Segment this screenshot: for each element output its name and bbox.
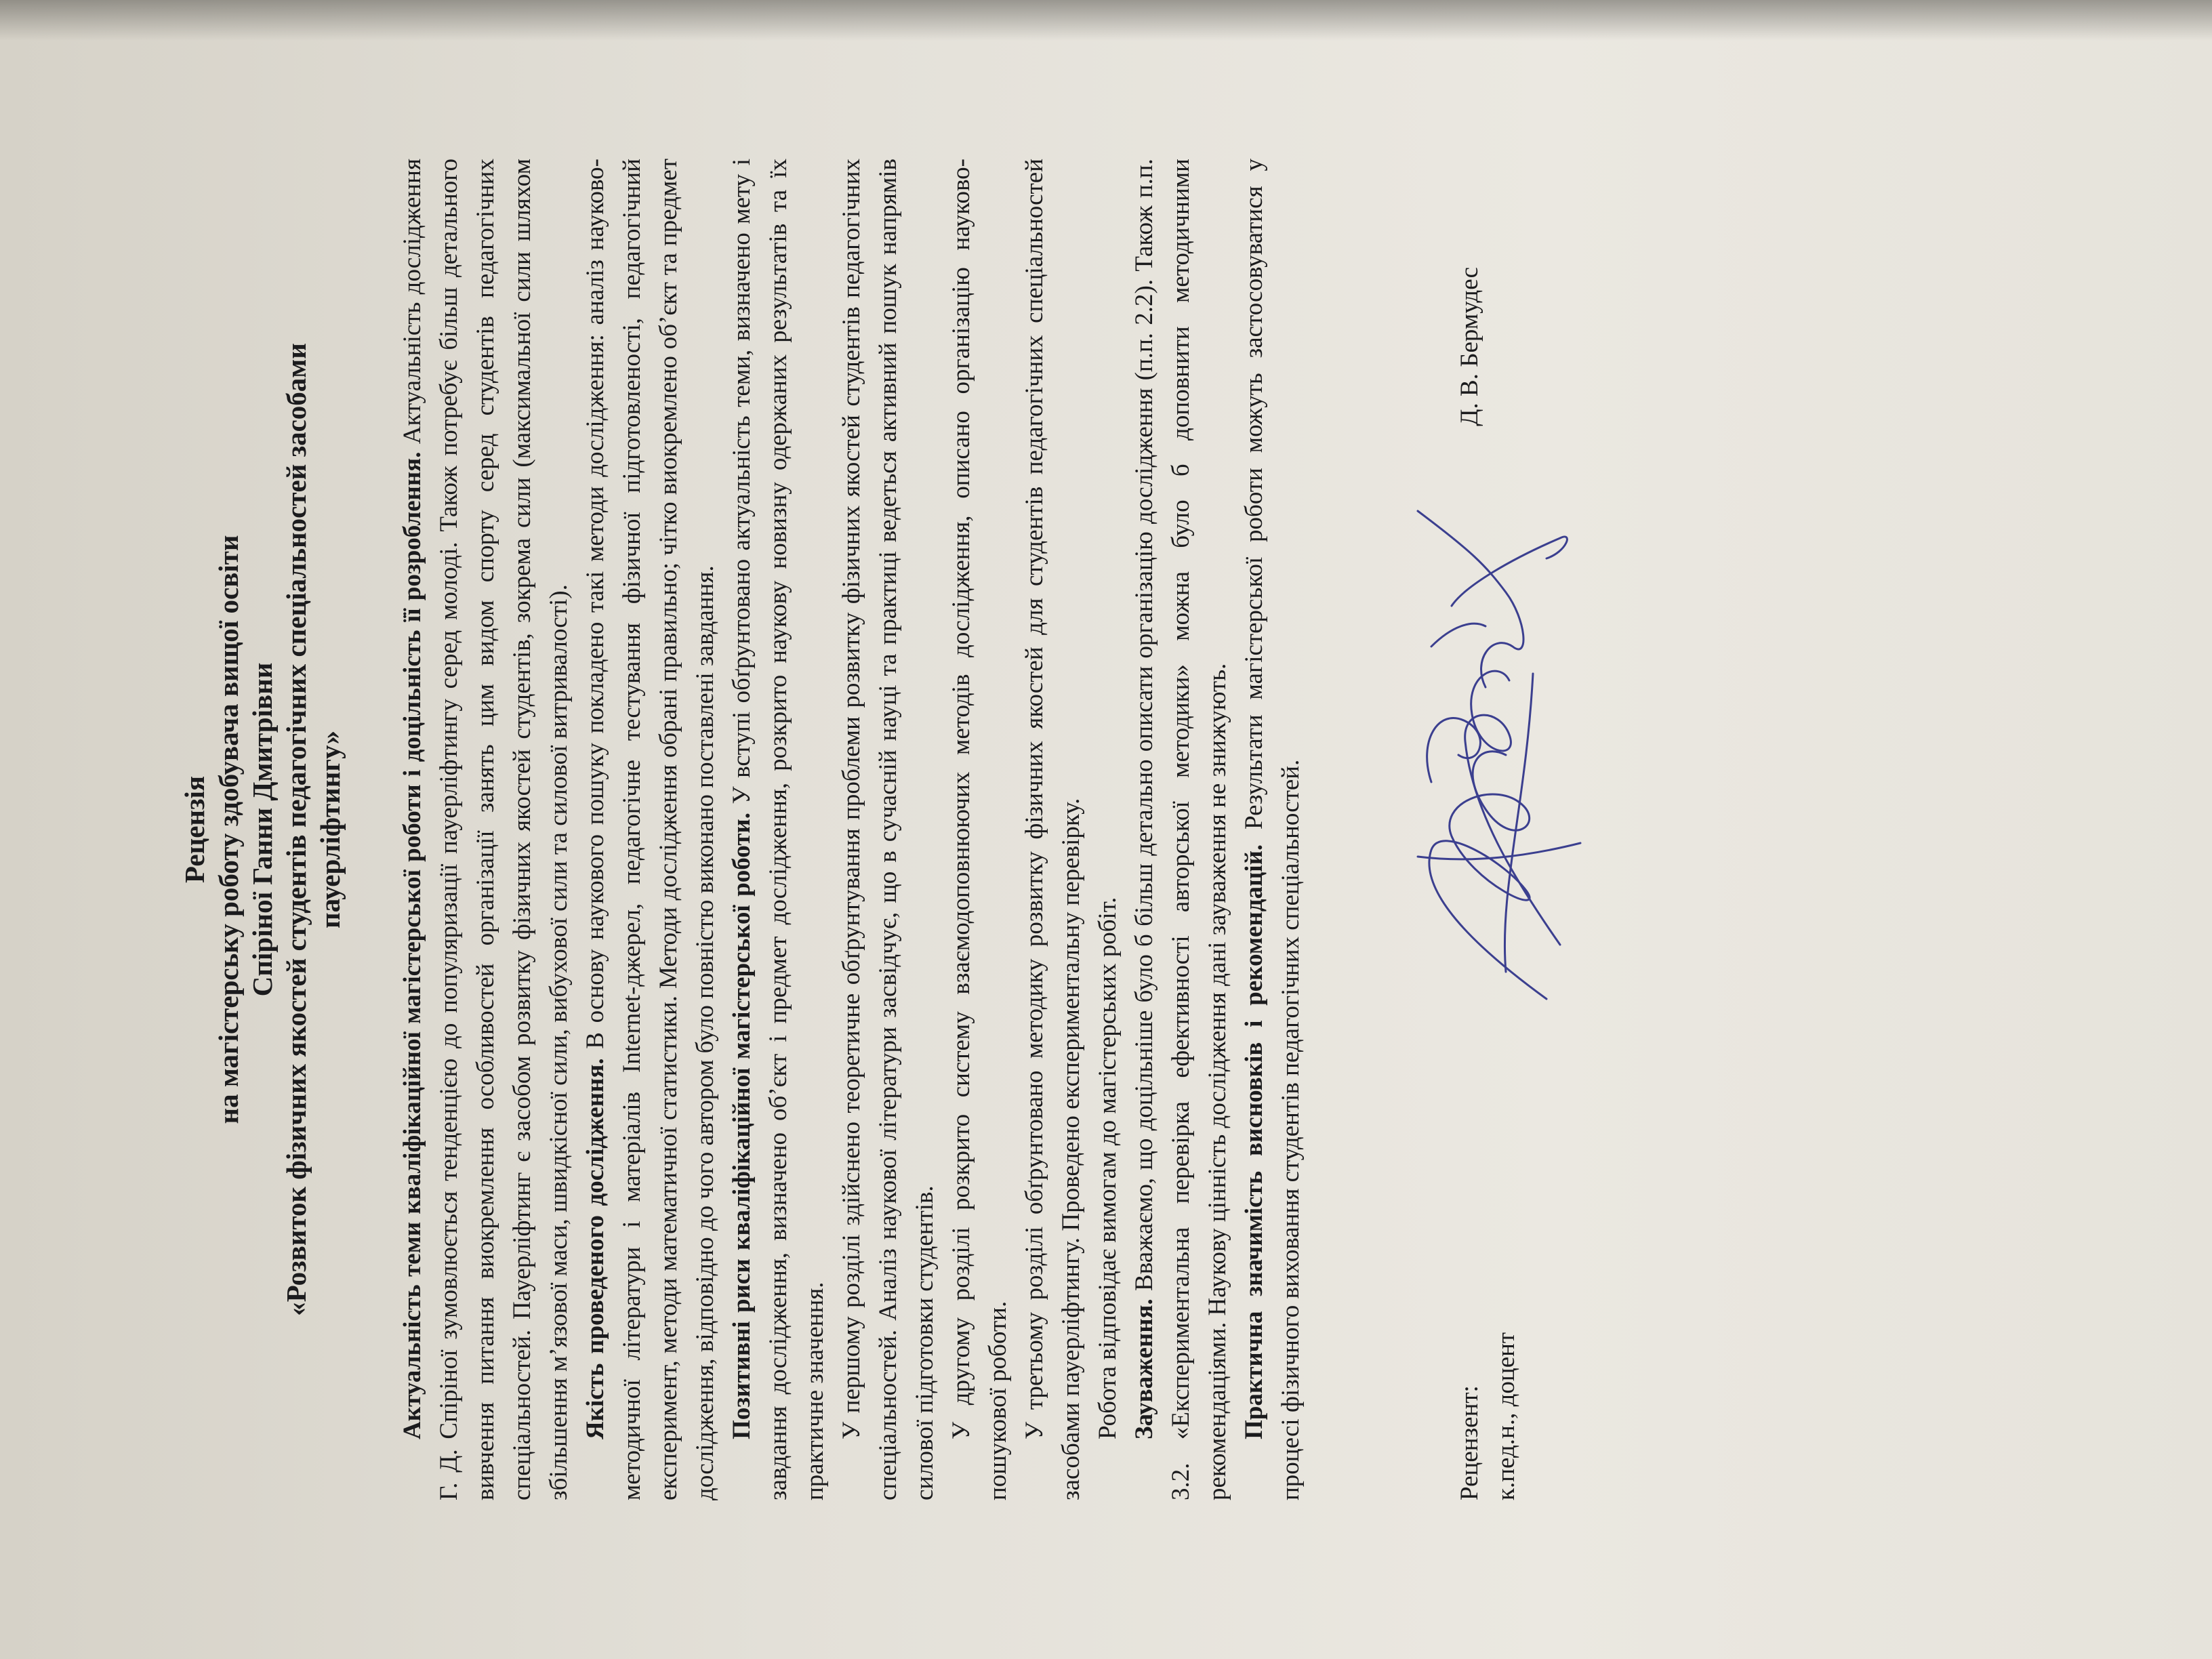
heading-practical: Практична значимість висновків і рекомендацій.	[1240, 844, 1268, 1439]
reviewer-credentials	[1452, 1332, 1525, 1500]
paragraph-chapter-2: У другому розділі розкрито систему взаємодоповнюючих методів дослідження, описано організацію науково-пошукової роботи.	[947, 159, 1012, 1500]
paragraph-positive	[724, 159, 834, 1500]
paragraph-compliance: Робота відповідає вимогам до магістерських робіт.	[1094, 897, 1122, 1439]
text-actuality: Актуальність дослідження Г. Д. Спіріної зумовлюється тенденцією до популяризації пауерліфтингу серед молоді. Також потребує більш детального вивчення питання виокремлення особливостей організації занять цим видом спорту серед студентів педагогічних спеціальностей. Пауерліфтинг є засобом розвитку фізичних якостей студентів, зокрема сили (максимальної сили шляхом збільшення м’язової маси, швидкісної сили, вибухової сили та силової витривалості).	[398, 159, 573, 1500]
text-remarks: Вважаємо, що доцільніше було б більш детально описати організацію дослідження (п.п. 2.2). Також п.п. 3.2. «Експериментальна перевірка ефективності авторської методики» можна було б доповнити методичними рекомендаціями. Наукову цінність дослідження дані зауваження не знижують.	[1130, 159, 1231, 1500]
document-title: Рецензія	[179, 775, 210, 884]
reviewer-degree: к.пед.н., доцент	[1492, 1332, 1520, 1500]
text-quality: В основу наукового пошуку покладено такі методи дослідження: аналіз науково-методичної літератури і матеріалів Internet-джерел, педагогічне тестування фізичної підготовленості, педагогічний експеримент, методи математичної статистики. Методи дослідження обрані правильно; чітко виокремлено об’єкт та предмет дослідження, відповідно до чого автором було повністю виконано поставлені завдання.	[581, 159, 719, 1500]
header-line-4: пауерліфтингу»	[314, 730, 346, 929]
heading-remarks: Зауваження.	[1130, 1298, 1158, 1439]
reviewer-block	[1411, 159, 1574, 1500]
paragraph-remarks	[1126, 159, 1236, 1500]
heading-actuality: Актуальність теми кваліфікаційної магістерської роботи і доцільність її розроблення.	[398, 451, 426, 1439]
heading-quality: Якість проведеного дослідження.	[581, 1058, 609, 1439]
paragraph-actuality	[394, 159, 577, 1500]
paragraph-quality	[577, 159, 724, 1500]
paragraph-chapter-3: У третьому розділі обґрунтовано методику розвитку фізичних якостей для студентів педагогічних спеціальностей засобами пауерліфтингу. Проведено експериментальну перевірку.	[1021, 159, 1085, 1500]
top-shadow	[0, 0, 2212, 41]
text-practical: Результати магістерської роботи можуть застосовуватися у процесі фізичного виховання студентів педагогічних спеціальностей.	[1240, 159, 1305, 1500]
reviewer-label: Рецензент:	[1456, 1385, 1483, 1500]
text-positive: У вступі обґрунтовано актуальність теми, визначено мету і завдання дослідження, визначено об’єкт і предмет дослідження, розкрито наукову новизну одержаних результатів та їх практичне значення.	[728, 159, 829, 1500]
review-document	[89, 64, 2123, 1595]
header-line-1: на магістерську роботу здобувача вищої освіти	[213, 535, 244, 1124]
header-line-2: Спіріної Ганни Дмитрівни	[247, 662, 278, 997]
handwritten-signature	[1391, 484, 1594, 1026]
paragraph-chapter-1: У першому розділі здійснено теоретичне обґрунтування проблеми розвитку фізичних якостей студентів педагогічних спеціальностей. Аналіз наукової літератури засвідчує, що в сучасній науці та практиці ведеться активний пошук напрямів силової підготовки студентів.	[838, 159, 939, 1500]
document-body	[394, 159, 1309, 1500]
heading-positive: Позитивні риси кваліфікаційної магістерської роботи.	[728, 813, 756, 1439]
paragraph-practical	[1236, 159, 1309, 1500]
header-line-3: «Розвиток фізичних якостей студентів педагогічних спеціальностей засобами	[281, 343, 312, 1316]
reviewer-name: Д. В. Бермудес	[1456, 267, 1483, 426]
document-header	[178, 159, 347, 1500]
